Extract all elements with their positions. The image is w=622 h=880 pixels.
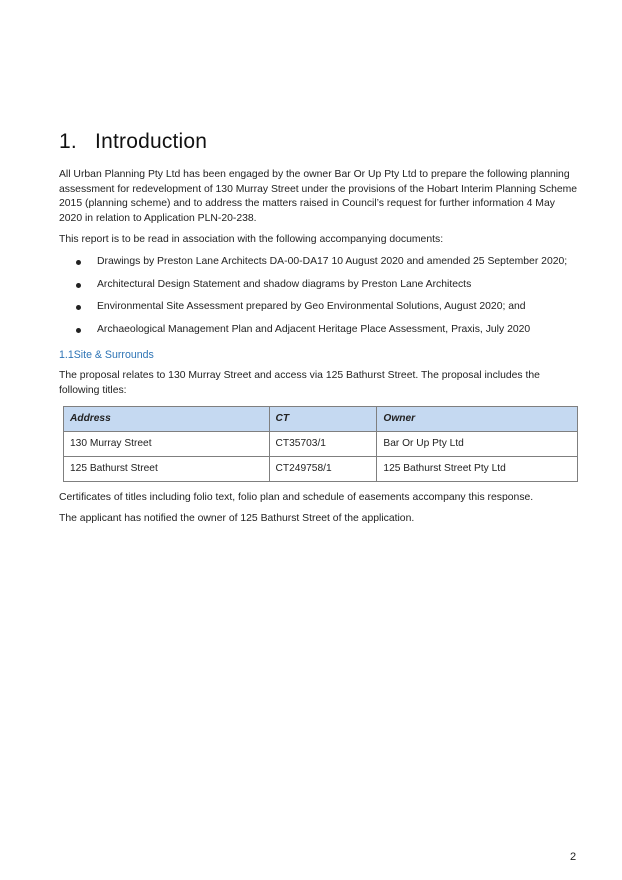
table-row (64, 456, 578, 481)
cell-ct: CT249758/1 (269, 456, 377, 481)
certificates-paragraph: Certificates of titles including folio text, folio plan and schedule of easements accompany this response. (59, 491, 534, 503)
section-heading: 1.1Site & Surrounds (59, 349, 154, 362)
table-header-row (64, 406, 578, 431)
table-row (64, 431, 578, 456)
notification-paragraph: The applicant has notified the owner of 125 Bathurst Street of the application. (59, 513, 415, 525)
cell-ct: CT35703/1 (269, 431, 377, 456)
chapter-title: Introduction (95, 130, 208, 153)
header-address: Address (64, 406, 270, 431)
cell-owner: Bar Or Up Pty Ltd (377, 431, 578, 456)
cell-address: 130 Murray Street (64, 431, 270, 456)
documents-list (59, 255, 579, 337)
list-item: Environmental Site Assessment prepared by Geo Environmental Solutions, August 2020; and (59, 300, 579, 315)
section-paragraph: The proposal relates to 130 Murray Street and access via 125 Bathurst Street. The proposal includes the following titles: (59, 370, 540, 396)
intro-paragraph: All Urban Planning Pty Ltd has been engaged by the owner Bar Or Up Pty Ltd to prepare the following planning assessment for redevelopment of 130 Murray Street under the provisions of the Hobart Interim Planning Scheme 2015 (planning scheme) and to address the matters raised in Council’s request for further information 4 May 2020 in relation to Application PLN-20-238. (59, 169, 578, 224)
header-ct: CT (269, 406, 377, 431)
chapter-heading (59, 130, 579, 154)
list-item: Drawings by Preston Lane Architects DA-00-DA17 10 August 2020 and amended 25 September 2020; (59, 255, 579, 270)
list-item: Archaeological Management Plan and Adjacent Heritage Place Assessment, Praxis, July 2020 (59, 323, 579, 338)
documents-lead-paragraph: This report is to be read in association with the following accompanying documents: (59, 234, 444, 246)
page-content (59, 130, 579, 534)
cell-address: 125 Bathurst Street (64, 456, 270, 481)
list-item: Architectural Design Statement and shadow diagrams by Preston Lane Architects (59, 278, 579, 293)
page-number: 2 (570, 851, 577, 863)
cell-owner: 125 Bathurst Street Pty Ltd (377, 456, 578, 481)
chapter-number: 1. (59, 130, 77, 153)
titles-table (63, 406, 578, 482)
header-owner: Owner (377, 406, 578, 431)
